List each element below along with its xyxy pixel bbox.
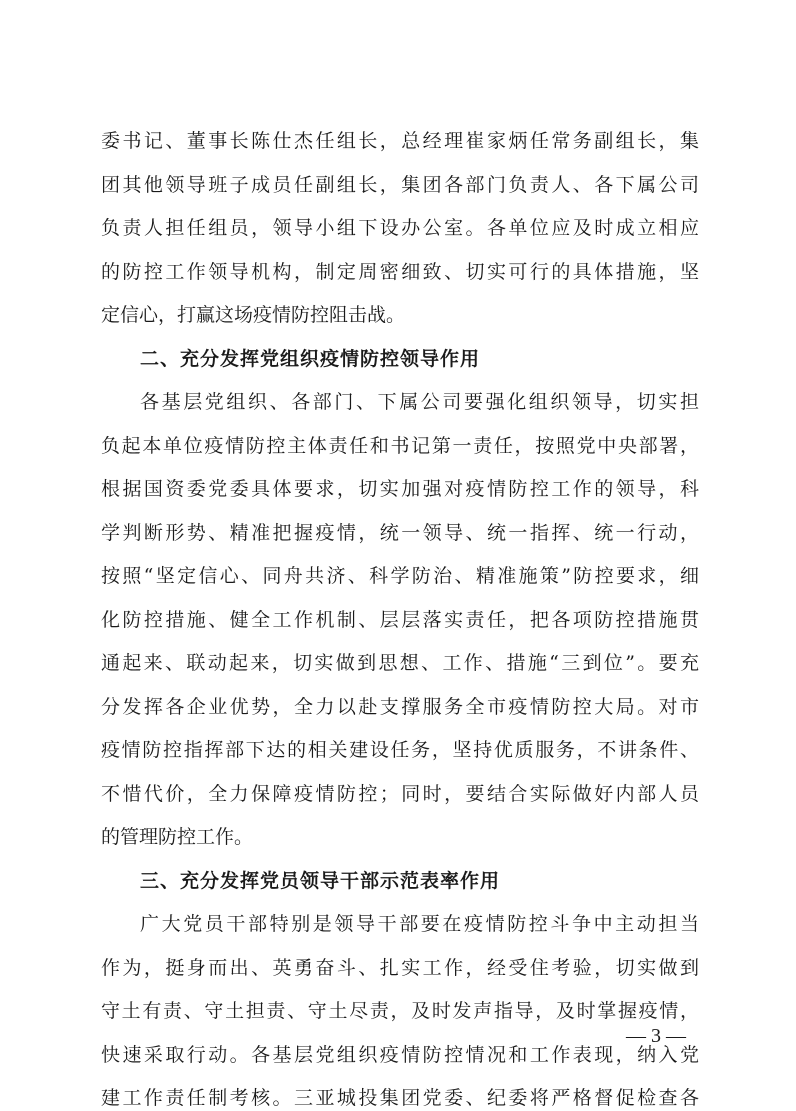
paragraph-line: 分发挥各企业优势，全力以赴支撑服务全市疫情防控大局。对市 bbox=[101, 696, 699, 718]
section-heading: 二、充分发挥党组织疫情防控领导作用 bbox=[140, 348, 481, 370]
paragraph-line: 委书记、董事长陈仕杰任组长，总经理崔家炳任常务副组长，集 bbox=[101, 130, 699, 152]
page-number: — 3 — bbox=[626, 1025, 686, 1047]
paragraph-line: 疫情防控指挥部下达的相关建设任务，坚持优质服务，不讲条件、 bbox=[101, 739, 699, 761]
paragraph-line: 守土有责、守土担责、守土尽责，及时发声指导，及时掌握疫情， bbox=[101, 1000, 699, 1022]
paragraph-line: 建工作责任制考核。三亚城投集团党委、纪委将严格督促检查各 bbox=[101, 1087, 699, 1109]
paragraph-line: 根据国资委党委具体要求，切实加强对疫情防控工作的领导，科 bbox=[101, 478, 699, 500]
paragraph-line: 按照“坚定信心、同舟共济、科学防治、精准施策”防控要求，细 bbox=[101, 565, 699, 587]
paragraph-line: 通起来、联动起来，切实做到思想、工作、措施“三到位”。要充 bbox=[101, 652, 699, 674]
paragraph-line: 定信心，打赢这场疫情防控阻击战。 bbox=[101, 304, 406, 326]
paragraph-line: 广大党员干部特别是领导干部要在疫情防控斗争中主动担当 bbox=[140, 913, 699, 935]
section-heading: 三、充分发挥党员领导干部示范表率作用 bbox=[140, 870, 501, 892]
paragraph-line: 的防控工作领导机构，制定周密细致、切实可行的具体措施，坚 bbox=[101, 261, 699, 283]
paragraph-line: 学判断形势、精准把握疫情，统一领导、统一指挥、统一行动， bbox=[101, 522, 699, 544]
paragraph-line: 负起本单位疫情防控主体责任和书记第一责任，按照党中央部署， bbox=[101, 435, 699, 457]
paragraph-line: 负责人担任组员，领导小组下设办公室。各单位应及时成立相应 bbox=[101, 217, 699, 239]
paragraph-line: 的管理防控工作。 bbox=[101, 826, 254, 848]
paragraph-line: 不惜代价，全力保障疫情防控；同时，要结合实际做好内部人员 bbox=[101, 783, 699, 805]
paragraph-line: 快速采取行动。各基层党组织疫情防控情况和工作表现，纳入党 bbox=[101, 1044, 699, 1066]
paragraph-line: 团其他领导班子成员任副组长，集团各部门负责人、各下属公司 bbox=[101, 174, 699, 196]
paragraph-line: 各基层党组织、各部门、下属公司要强化组织领导，切实担 bbox=[140, 391, 699, 413]
paragraph-line: 作为，挺身而出、英勇奋斗、扎实工作，经受住考验，切实做到 bbox=[101, 957, 699, 979]
paragraph-line: 化防控措施、健全工作机制、层层落实责任，把各项防控措施贯 bbox=[101, 609, 699, 631]
